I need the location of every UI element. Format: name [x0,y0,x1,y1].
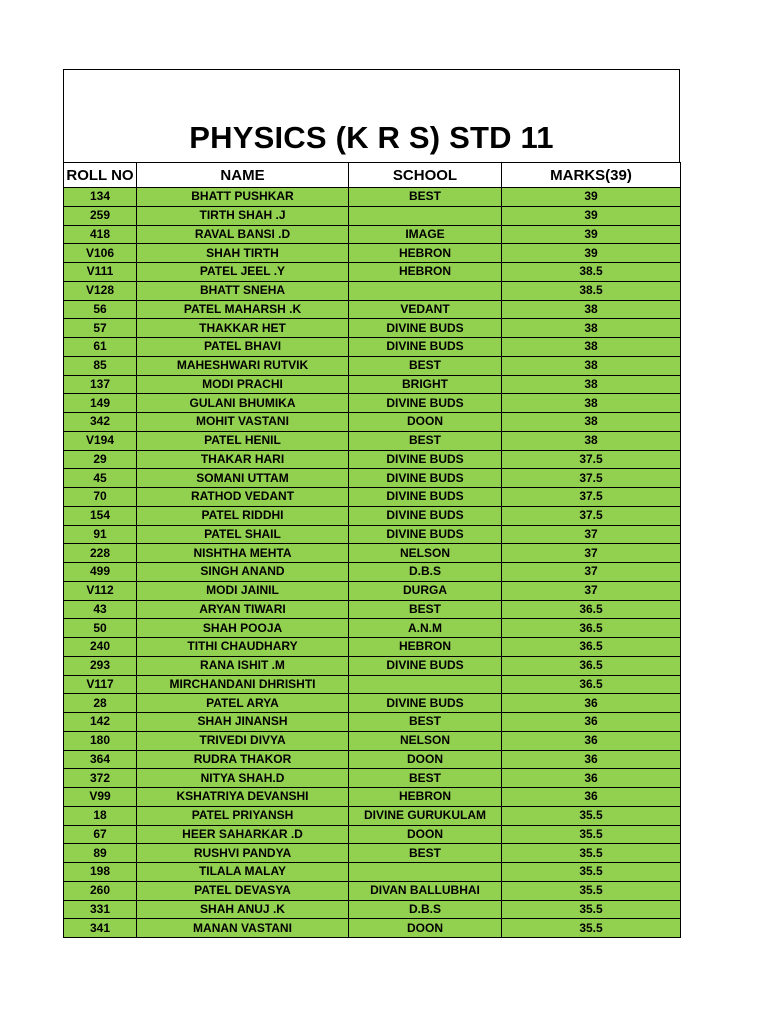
cell-school: VEDANT [349,300,502,319]
table-row [64,413,681,432]
table-row [64,544,681,563]
cell-school: BEST [349,431,502,450]
cell-marks: 38 [502,431,681,450]
table-row [64,844,681,863]
cell-name: TITHI CHAUDHARY [137,638,349,657]
table-row [64,431,681,450]
cell-roll-no: 45 [64,469,137,488]
cell-name: HEER SAHARKAR .D [137,825,349,844]
cell-marks: 36 [502,788,681,807]
table-row [64,263,681,282]
cell-school: BEST [349,356,502,375]
cell-name: PATEL PRIYANSH [137,806,349,825]
table-row [64,300,681,319]
table-row [64,450,681,469]
cell-roll-no: V99 [64,788,137,807]
cell-marks: 37 [502,544,681,563]
cell-marks: 38 [502,394,681,413]
cell-school: BEST [349,844,502,863]
cell-roll-no: 56 [64,300,137,319]
cell-marks: 35.5 [502,825,681,844]
header-name: NAME [137,163,349,188]
cell-marks: 37.5 [502,469,681,488]
table-row [64,581,681,600]
table-row [64,900,681,919]
cell-marks: 36.5 [502,619,681,638]
table-row [64,356,681,375]
cell-school: BEST [349,188,502,207]
cell-roll-no: 137 [64,375,137,394]
cell-name: PATEL BHAVI [137,338,349,357]
cell-marks: 39 [502,225,681,244]
cell-school: D.B.S [349,900,502,919]
cell-school [349,206,502,225]
cell-roll-no: 364 [64,750,137,769]
cell-name: SOMANI UTTAM [137,469,349,488]
header-roll-no: ROLL NO [64,163,137,188]
cell-school: DIVINE BUDS [349,319,502,338]
table-row [64,713,681,732]
cell-marks: 38.5 [502,281,681,300]
cell-school [349,863,502,882]
cell-roll-no: 341 [64,919,137,938]
cell-school: DIVINE GURUKULAM [349,806,502,825]
cell-name: GULANI BHUMIKA [137,394,349,413]
cell-name: PATEL ARYA [137,694,349,713]
header-school: SCHOOL [349,163,502,188]
cell-name: PATEL HENIL [137,431,349,450]
cell-school: D.B.S [349,563,502,582]
cell-school: DOON [349,413,502,432]
cell-marks: 38 [502,319,681,338]
cell-roll-no: 89 [64,844,137,863]
cell-roll-no: 293 [64,656,137,675]
cell-name: TIRTH SHAH .J [137,206,349,225]
results-table [63,162,681,938]
cell-name: TILALA MALAY [137,863,349,882]
cell-marks: 36 [502,694,681,713]
cell-roll-no: 331 [64,900,137,919]
cell-school: DIVINE BUDS [349,525,502,544]
cell-marks: 36 [502,731,681,750]
cell-name: MODI JAINIL [137,581,349,600]
cell-marks: 35.5 [502,881,681,900]
cell-roll-no: 85 [64,356,137,375]
cell-school: HEBRON [349,638,502,657]
cell-school: BEST [349,600,502,619]
cell-name: RATHOD VEDANT [137,488,349,507]
cell-marks: 38 [502,413,681,432]
cell-roll-no: 61 [64,338,137,357]
table-row [64,619,681,638]
cell-marks: 38.5 [502,263,681,282]
cell-roll-no: V194 [64,431,137,450]
cell-roll-no: 91 [64,525,137,544]
cell-name: RAVAL BANSI .D [137,225,349,244]
table-body [64,188,681,938]
cell-marks: 37.5 [502,450,681,469]
table-row [64,188,681,207]
cell-roll-no: 372 [64,769,137,788]
cell-roll-no: 240 [64,638,137,657]
cell-marks: 36.5 [502,656,681,675]
cell-roll-no: V111 [64,263,137,282]
cell-name: BHATT SNEHA [137,281,349,300]
cell-school: HEBRON [349,263,502,282]
table-row [64,788,681,807]
table-row [64,394,681,413]
cell-name: MIRCHANDANI DHRISHTI [137,675,349,694]
cell-school: A.N.M [349,619,502,638]
cell-marks: 35.5 [502,900,681,919]
cell-school: DIVAN BALLUBHAI [349,881,502,900]
cell-name: RUDRA THAKOR [137,750,349,769]
cell-name: RUSHVI PANDYA [137,844,349,863]
cell-name: THAKAR HARI [137,450,349,469]
cell-roll-no: 50 [64,619,137,638]
cell-name: NITYA SHAH.D [137,769,349,788]
cell-marks: 36 [502,750,681,769]
table-row [64,600,681,619]
cell-roll-no: V106 [64,244,137,263]
header-marks: MARKS(39) [502,163,681,188]
cell-roll-no: 180 [64,731,137,750]
table-row [64,488,681,507]
cell-school: DOON [349,919,502,938]
cell-school: DIVINE BUDS [349,394,502,413]
cell-marks: 36 [502,769,681,788]
table-row [64,675,681,694]
table-row [64,731,681,750]
cell-roll-no: 70 [64,488,137,507]
cell-school: DIVINE BUDS [349,469,502,488]
cell-marks: 37 [502,525,681,544]
cell-marks: 39 [502,244,681,263]
cell-marks: 38 [502,375,681,394]
table-row [64,825,681,844]
cell-name: MAHESHWARI RUTVIK [137,356,349,375]
cell-marks: 36.5 [502,600,681,619]
cell-school: BEST [349,713,502,732]
table-row [64,919,681,938]
cell-roll-no: 29 [64,450,137,469]
cell-school: DIVINE BUDS [349,694,502,713]
table-row [64,656,681,675]
table-row [64,338,681,357]
cell-school: NELSON [349,544,502,563]
cell-name: MANAN VASTANI [137,919,349,938]
cell-marks: 39 [502,206,681,225]
title-cell [63,69,680,162]
cell-name: THAKKAR HET [137,319,349,338]
cell-school: IMAGE [349,225,502,244]
cell-name: MOHIT VASTANI [137,413,349,432]
cell-roll-no: 198 [64,863,137,882]
cell-marks: 37.5 [502,488,681,507]
cell-school: HEBRON [349,788,502,807]
cell-school: DURGA [349,581,502,600]
cell-name: ARYAN TIWARI [137,600,349,619]
cell-roll-no: 154 [64,506,137,525]
cell-name: TRIVEDI DIVYA [137,731,349,750]
cell-marks: 35.5 [502,919,681,938]
cell-school: BEST [349,769,502,788]
cell-school: DIVINE BUDS [349,506,502,525]
cell-marks: 35.5 [502,863,681,882]
cell-name: PATEL RIDDHI [137,506,349,525]
cell-school: NELSON [349,731,502,750]
cell-roll-no: V117 [64,675,137,694]
table-row [64,769,681,788]
cell-name: RANA ISHIT .M [137,656,349,675]
cell-marks: 37.5 [502,506,681,525]
cell-roll-no: 149 [64,394,137,413]
cell-name: MODI PRACHI [137,375,349,394]
table-row [64,525,681,544]
table-row [64,881,681,900]
cell-roll-no: V112 [64,581,137,600]
cell-roll-no: 57 [64,319,137,338]
header-row [64,163,681,188]
table-header [64,163,681,188]
cell-roll-no: 134 [64,188,137,207]
cell-name: SINGH ANAND [137,563,349,582]
cell-school: DIVINE BUDS [349,338,502,357]
cell-name: PATEL SHAIL [137,525,349,544]
cell-marks: 38 [502,300,681,319]
table-row [64,206,681,225]
page-title: PHYSICS (K R S) STD 11 [189,120,554,155]
cell-marks: 38 [502,338,681,357]
cell-marks: 38 [502,356,681,375]
table-row [64,750,681,769]
cell-name: PATEL JEEL .Y [137,263,349,282]
cell-roll-no: 67 [64,825,137,844]
results-sheet [63,69,680,938]
table-row [64,375,681,394]
cell-roll-no: 18 [64,806,137,825]
cell-school: DIVINE BUDS [349,656,502,675]
cell-marks: 39 [502,188,681,207]
cell-marks: 36.5 [502,638,681,657]
cell-marks: 35.5 [502,806,681,825]
cell-name: SHAH POOJA [137,619,349,638]
cell-roll-no: 28 [64,694,137,713]
cell-school: DIVINE BUDS [349,488,502,507]
cell-name: SHAH JINANSH [137,713,349,732]
cell-roll-no: 499 [64,563,137,582]
cell-roll-no: 260 [64,881,137,900]
cell-roll-no: V128 [64,281,137,300]
cell-marks: 37 [502,563,681,582]
cell-name: KSHATRIYA DEVANSHI [137,788,349,807]
table-row [64,563,681,582]
cell-name: PATEL DEVASYA [137,881,349,900]
cell-roll-no: 43 [64,600,137,619]
table-row [64,225,681,244]
cell-roll-no: 142 [64,713,137,732]
cell-school: DOON [349,825,502,844]
cell-school [349,281,502,300]
cell-roll-no: 228 [64,544,137,563]
cell-name: PATEL MAHARSH .K [137,300,349,319]
cell-school: DOON [349,750,502,769]
table-row [64,806,681,825]
table-row [64,638,681,657]
cell-name: SHAH ANUJ .K [137,900,349,919]
table-row [64,244,681,263]
table-row [64,694,681,713]
cell-marks: 36.5 [502,675,681,694]
cell-roll-no: 259 [64,206,137,225]
table-row [64,506,681,525]
cell-name: BHATT PUSHKAR [137,188,349,207]
cell-school: HEBRON [349,244,502,263]
cell-marks: 37 [502,581,681,600]
table-row [64,319,681,338]
cell-name: NISHTHA MEHTA [137,544,349,563]
cell-school [349,675,502,694]
cell-marks: 35.5 [502,844,681,863]
table-row [64,863,681,882]
cell-marks: 36 [502,713,681,732]
table-row [64,281,681,300]
cell-name: SHAH TIRTH [137,244,349,263]
table-row [64,469,681,488]
cell-roll-no: 342 [64,413,137,432]
cell-roll-no: 418 [64,225,137,244]
cell-school: DIVINE BUDS [349,450,502,469]
cell-school: BRIGHT [349,375,502,394]
